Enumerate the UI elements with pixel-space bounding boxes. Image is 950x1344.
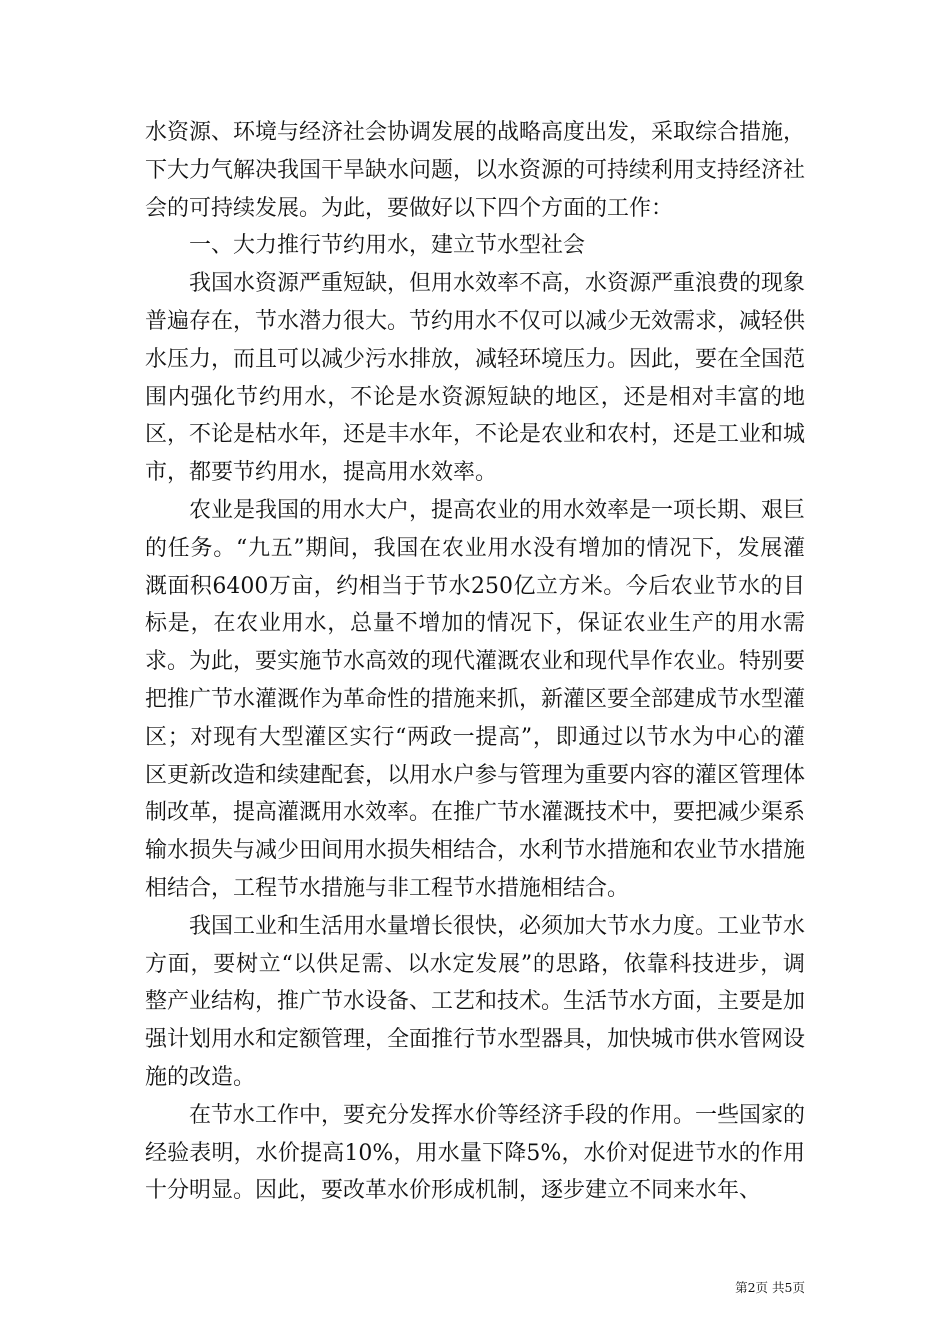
paragraph: 农业是我国的用水大户，提高农业的用水效率是一项长期、艰巨的任务。“九五”期间，我国在农业用水没有增加的情况下，发展灌溉面积6400万亩，约相当于节水250亿立方米。今后农业节水的目标是，在农业用水，总量不增加的情况下，保证农业生产的用水需求。为此，要实施节水高效的现代灌溉农业和现代旱作农业。特别要把推广节水灌溉作为革命性的措施来抓，新灌区要全部建成节水型灌区；对现有大型灌区实行“两政一提高”，即通过以节水为中心的灌区更新改造和续建配套，以用水户参与管理为重要内容的灌区管理体制改革，提高灌溉用水效率。在推广节水灌溉技术中，要把减少渠系输水损失与减少田间用水损失相结合，水利节水措施和农业节水措施相结合，工程节水措施与非工程节水措施相结合。 xyxy=(145,497,806,901)
paragraph: 在节水工作中，要充分发挥水价等经济手段的作用。一些国家的经验表明，水价提高10%，用水量下降5%，水价对促进节水的作用十分明显。因此，要改革水价形成机制，逐步建立不同来水年、 xyxy=(145,1102,806,1204)
paragraph-continuation: 水资源、环境与经济社会协调发展的战略高度出发，采取综合措施，下大力气解决我国干旱缺水问题，以水资源的可持续利用支持经济社会的可持续发展。为此，要做好以下四个方面的工作： xyxy=(145,120,806,221)
paragraph: 我国工业和生活用水量增长很快，必须加大节水力度。工业节水方面，要树立“以供足需、以水定发展”的思路，依靠科技进步，调整产业结构，推广节水设备、工艺和技术。生活节水方面，主要是加强计划用水和定额管理，全面推行节水型器具，加快城市供水管网设施的改造。 xyxy=(145,913,806,1090)
paragraph: 我国水资源严重短缺，但用水效率不高，水资源严重浪费的现象普遍存在，节水潜力很大。节约用水不仅可以减少无效需求，减轻供水压力，而且可以减少污水排放，减轻环境压力。因此，要在全国范围内强化节约用水，不论是水资源短缺的地区，还是相对丰富的地区，不论是枯水年，还是丰水年，不论是农业和农村，还是工业和城市，都要节约用水，提高用水效率。 xyxy=(145,271,806,486)
document-body xyxy=(145,114,805,1210)
section-heading: 一、大力推行节约用水，建立节水型社会 xyxy=(189,233,586,259)
page-number-footer: 第2页 共5页 xyxy=(735,1280,805,1295)
